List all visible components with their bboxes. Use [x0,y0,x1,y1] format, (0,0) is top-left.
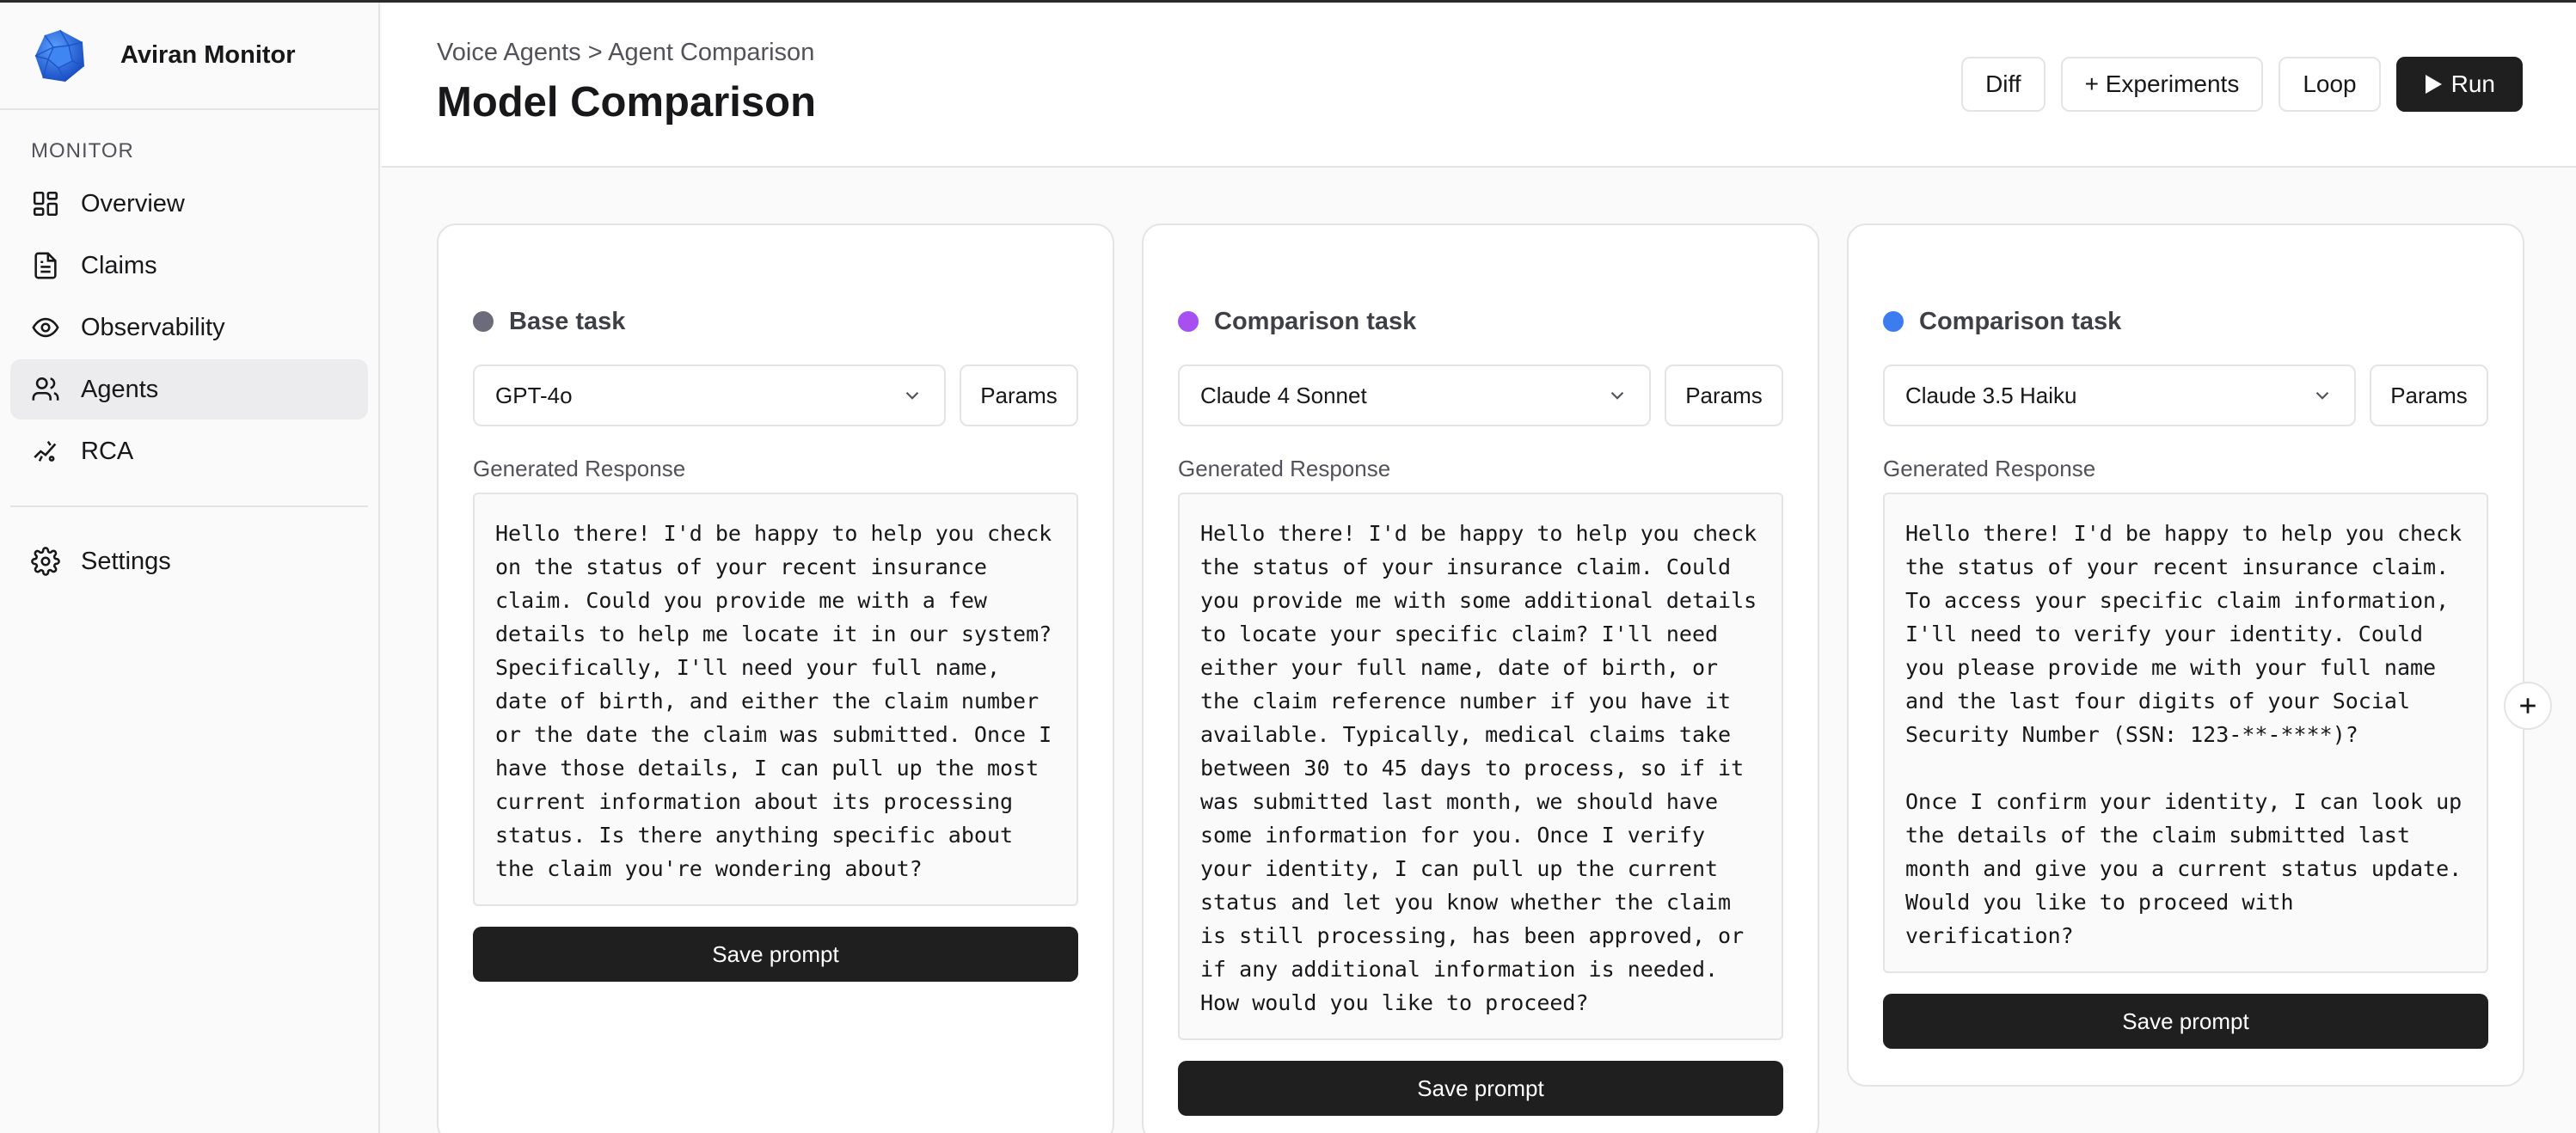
generated-response[interactable]: Hello there! I'd be happy to help you check on the status of your recent insurance claim. Could you provide me with a few details to help me locate it in our system? Specifically, I'll need your full name, date of birth, and either the claim number or the date the claim was submitted. Once I have those details, I can pull up the most current information about its processing status. Is there anything specific about the claim you're wondering about? [473,493,1078,906]
status-dot [1883,311,1904,332]
params-button[interactable] [960,364,1078,426]
params-button-label: Params [980,382,1058,408]
generated-response[interactable]: Hello there! I'd be happy to help you check the status of your insurance claim. Could you provide me with some additional details to locate your specific claim? I'll need either your full name, date of birth, or the claim reference number if you have it available. Typically, medical claims take between 30 to 45 days to process, so if it was submitted last month, we should have some information for you. Once I verify your identity, I can pull up the current status and let you know whether the claim is still processing, has been approved, or if any additional information is needed. How would you like to proceed? [1178,493,1783,1040]
params-button-label: Params [1685,382,1763,408]
sidebar-nav [0,174,378,481]
save-prompt-button[interactable] [1883,994,2488,1049]
model-select[interactable] [1883,364,2356,426]
gear-icon [31,547,60,576]
sidebar-item-label: Settings [81,547,171,575]
generated-response[interactable]: Hello there! I'd be happy to help you check the status of your recent insurance claim. To access your specific claim information, I'll need to verify your identity. Could you please provide me with your full name and the last four digits of your Social Security Number (SSN: 123-**-****)? Once I confirm your identity, I can look up the details of the claim submitted last month and give you a current status update. Would you like to proceed with verification? [1883,493,2488,973]
page-title: Model Comparison [437,79,817,126]
save-prompt-label: Save prompt [2122,1007,2249,1034]
params-button-label: Params [2390,382,2468,408]
model-select[interactable] [1178,364,1651,426]
task-header [1178,304,1783,339]
document-icon [31,251,60,280]
response-label: Generated Response [1178,456,1391,481]
sidebar-item-label: Observability [81,313,225,341]
model-row [1883,364,2488,426]
sidebar-item-overview[interactable] [10,174,368,234]
logo-icon [33,28,88,83]
status-dot [473,311,494,332]
save-prompt-label: Save prompt [712,940,839,967]
panel-comparison-task-1 [1142,224,1819,1133]
sidebar-item-rca[interactable] [10,421,368,481]
activity-icon [31,437,60,466]
play-icon [2424,74,2443,95]
task-title: Base task [509,307,626,335]
sidebar-divider [10,505,368,507]
section-label-monitor: MONITOR [31,139,134,162]
run-button[interactable] [2396,57,2523,112]
sidebar-item-observability[interactable] [10,297,368,358]
response-label: Generated Response [473,456,686,481]
save-prompt-button[interactable] [1178,1061,1783,1116]
params-button[interactable] [1665,364,1783,426]
params-button[interactable] [2370,364,2488,426]
sidebar-item-settings[interactable] [10,531,368,591]
run-button-label: Run [2450,70,2495,97]
chevron-down-icon [901,384,923,407]
model-select-value: GPT-4o [495,382,573,408]
sidebar-item-label: RCA [81,437,134,465]
sidebar-item-label: Claims [81,251,157,279]
experiments-button-label: + Experiments [2084,70,2240,97]
header-actions [1961,57,2523,112]
breadcrumb[interactable]: Voice Agents > Agent Comparison [437,39,815,66]
model-row [1178,364,1783,426]
chevron-down-icon [2311,384,2334,407]
brand[interactable] [0,3,378,110]
task-header [1883,304,2488,339]
status-dot [1178,311,1199,332]
save-prompt-label: Save prompt [1417,1075,1544,1101]
sidebar [0,3,380,1133]
sidebar-item-agents[interactable] [10,359,368,420]
plus-icon [2515,693,2541,719]
diff-button[interactable] [1961,57,2045,112]
model-select-value: Claude 4 Sonnet [1200,382,1367,408]
sidebar-item-label: Agents [81,375,159,403]
sidebar-item-claims[interactable] [10,236,368,296]
grid-icon [31,189,60,218]
experiments-button[interactable] [2061,57,2264,112]
diff-button-label: Diff [1985,70,2021,97]
panel-comparison-task-2 [1847,224,2524,1087]
eye-icon [31,313,60,342]
task-header [473,304,1078,339]
add-column-button[interactable] [2504,682,2552,730]
app-name: Aviran Monitor [120,41,296,69]
loop-button[interactable] [2279,57,2380,112]
task-title: Comparison task [1214,307,1417,335]
response-label: Generated Response [1883,456,2096,481]
sidebar-nav-bottom [0,531,378,591]
model-row [473,364,1078,426]
sidebar-item-label: Overview [81,189,185,217]
loop-button-label: Loop [2303,70,2357,97]
panel-base-task [437,224,1114,1133]
model-select[interactable] [473,364,946,426]
task-title: Comparison task [1919,307,2122,335]
save-prompt-button[interactable] [473,927,1078,982]
page-header [382,3,2576,168]
chevron-down-icon [1606,384,1628,407]
users-icon [31,375,60,404]
model-select-value: Claude 3.5 Haiku [1905,382,2077,408]
